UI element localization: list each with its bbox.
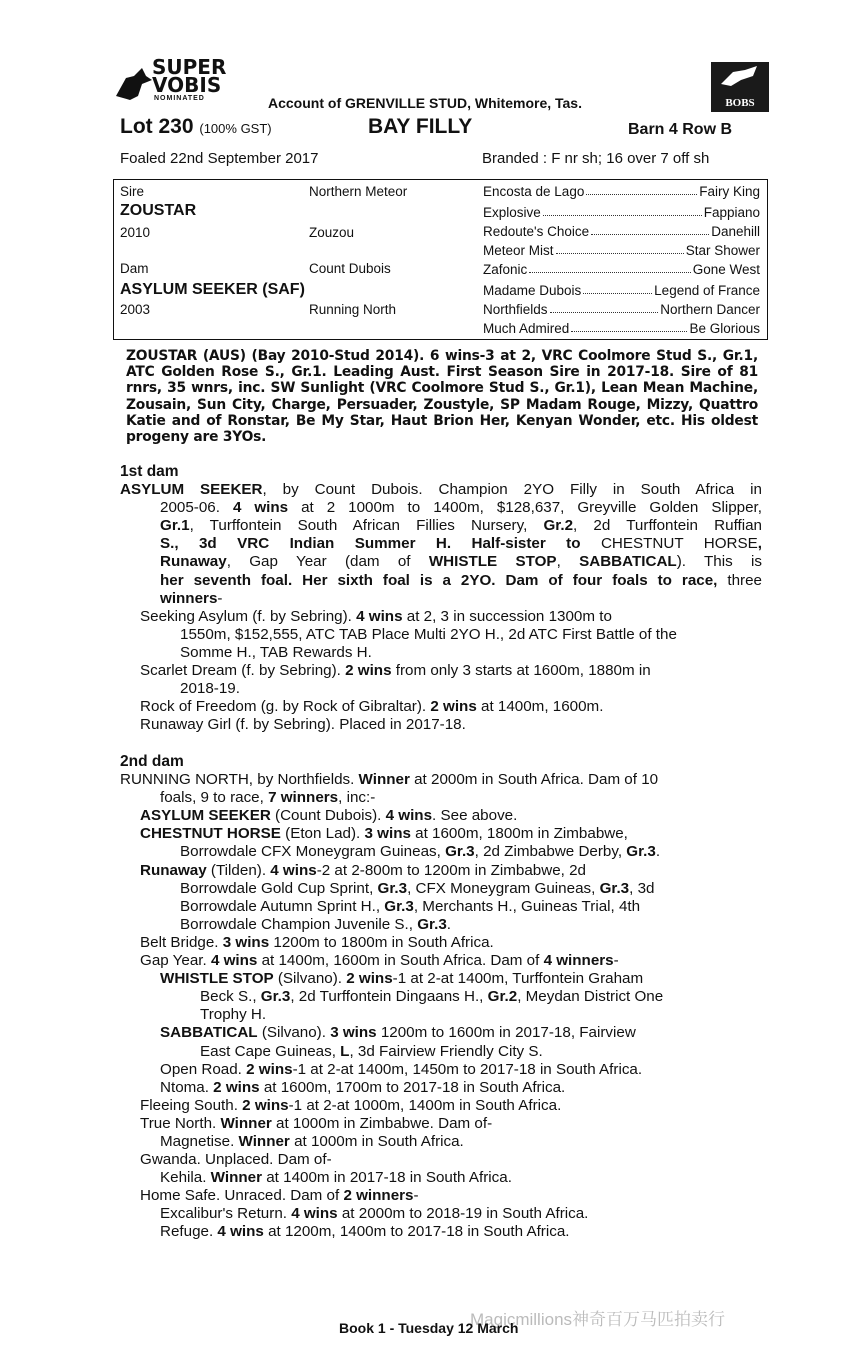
- text-line: Fleeing South. 2 wins-1 at 2-at 1000m, 1400m in South Africa.: [140, 1096, 562, 1114]
- foaled-date: Foaled 22nd September 2017: [120, 150, 319, 167]
- gg-row: [483, 184, 760, 199]
- gg-dam: Fappiano: [703, 205, 760, 220]
- dam-year: 2003: [120, 302, 151, 317]
- logo-super: SUPER: [152, 55, 227, 79]
- text-line: Gap Year. 4 wins at 1400m, 1600m in South Africa. Dam of 4 winners-: [140, 952, 619, 970]
- first-dam-progeny: [120, 608, 762, 735]
- text-line: Magnetise. Winner at 1000m in South Africa.: [160, 1132, 464, 1150]
- gg-dam: Northern Dancer: [660, 302, 760, 317]
- gg-dam: Gone West: [692, 262, 760, 277]
- progeny-line: 1550m, $152,555, ATC TAB Place Multi 2YO H., 2d ATC First Battle of the: [180, 625, 677, 643]
- text-line: Kehila. Winner at 1400m in 2017-18 in South Africa.: [160, 1169, 512, 1187]
- sire-sire: Northern Meteor: [309, 184, 408, 199]
- text-line: Gr.1, Turffontein South African Fillies Nursery, Gr.2, 2d Turffontein Ruffian: [160, 517, 763, 535]
- progeny-line: Scarlet Dream (f. by Sebring). 2 wins from only 3 starts at 1600m, 1880m in: [140, 662, 651, 680]
- first-dam-section: [120, 463, 762, 734]
- text-line: Home Safe. Unraced. Dam of 2 winners-: [140, 1187, 419, 1205]
- sire-label: Sire: [120, 184, 145, 199]
- dam-label: Dam: [120, 261, 149, 276]
- text-line: ASYLUM SEEKER, by Count Dubois. Champion 2YO Filly in South Africa in: [120, 481, 762, 499]
- text-line: East Cape Guineas, L, 3d Fairview Friendly City S.: [200, 1042, 543, 1060]
- gg-sire: Encosta de Lago: [483, 184, 585, 199]
- progeny-line: Runaway Girl (f. by Sebring). Placed in 2017-18.: [140, 716, 466, 734]
- account-line: Account of GRENVILLE STUD, Whitemore, Tas.: [268, 95, 582, 111]
- gg-dam: Fairy King: [699, 184, 760, 199]
- text-line: Belt Bridge. 3 wins 1200m to 1800m in South Africa.: [140, 933, 494, 951]
- footer-text: Book 1 - Tuesday 12 March: [339, 1320, 519, 1336]
- text-line: CHESTNUT HORSE (Eton Lad). 3 wins at 1600m, 1800m in Zimbabwe,: [140, 825, 628, 843]
- text-line: foals, 9 to race, 7 winners, inc:-: [160, 789, 376, 807]
- text-line: Excalibur's Return. 4 wins at 2000m to 2018-19 in South Africa.: [160, 1205, 589, 1223]
- brand-info: Branded : F nr sh; 16 over 7 off sh: [482, 150, 710, 167]
- sire-dam: Zouzou: [309, 225, 355, 240]
- sire-year: 2010: [120, 225, 151, 240]
- bobs-logo: [711, 62, 769, 112]
- gg-sire: Madame Dubois: [483, 283, 582, 298]
- gst-label: (100% GST): [199, 121, 272, 136]
- text-line: True North. Winner at 1000m in Zimbabwe. Dam of-: [140, 1114, 493, 1132]
- second-dam-section: [120, 753, 762, 1242]
- gg-row: [483, 205, 760, 220]
- text-line: Borrowdale Champion Juvenile S., Gr.3.: [180, 915, 452, 933]
- text-line: her seventh foal. Her sixth foal is a 2YO. Dam of four foals to race, three: [160, 571, 762, 589]
- gg-sire: Much Admired: [483, 321, 570, 336]
- progeny-line: 2018-19.: [180, 680, 240, 698]
- pedigree-table: [113, 179, 768, 340]
- gg-row: [483, 321, 760, 336]
- text-line: Runaway (Tilden). 4 wins-2 at 2-800m to 1200m in Zimbabwe, 2d: [140, 861, 586, 879]
- horse-icon: [711, 62, 769, 92]
- text-line: Beck S., Gr.3, 2d Turffontein Dingaans H., Gr.2, Meydan District One: [200, 988, 664, 1006]
- gg-row: [483, 302, 760, 317]
- second-dam-heading: 2nd dam: [120, 753, 184, 770]
- barn-location: Barn 4 Row B: [628, 121, 733, 138]
- gg-sire: Meteor Mist: [483, 243, 554, 258]
- gg-dam: Legend of France: [654, 283, 760, 298]
- text-line: Runaway, Gap Year (dam of WHISTLE STOP, SABBATICAL). This is: [160, 553, 762, 571]
- text-line: 2005-06. 4 wins at 2 1000m to 1400m, $128,637, Greyville Golden Slipper,: [160, 499, 762, 517]
- second-dam-text: [120, 771, 762, 1241]
- sire-summary: ZOUSTAR (AUS) (Bay 2010-Stud 2014). 6 wins-3 at 2, VRC Coolmore Stud S., Gr.1, ATC Golden Rose S., Gr.1. Leading Aust. First Season Sire in 2017-18. Sire of 81 rnrs, 35 wnrs, inc. SW Sunlight (VRC Coolmore Stud S., Gr.1), Lean Mean Machine, Zousain, Sun City, Charge, Persuader, Zoustyle, SP Madam Rouge, Mizzy, Quattro Katie and of Ronstar, Be My Star, Haut Brion Her, Kenyan Wonder, etc. His oldest progeny are 3YOs.: [126, 348, 758, 446]
- dam-sire: Count Dubois: [309, 261, 391, 276]
- gg-dam: Be Glorious: [689, 321, 760, 336]
- text-line: Borrowdale Autumn Sprint H., Gr.3, Merchants H., Guineas Trial, 4th: [180, 897, 641, 915]
- first-dam-text: [120, 481, 762, 608]
- logo-vobis: VOBIS: [152, 73, 222, 97]
- text-line: Gwanda. Unplaced. Dam of-: [140, 1151, 332, 1169]
- text-line: Borrowdale CFX Moneygram Guineas, Gr.3, 2d Zimbabwe Derby, Gr.3.: [180, 843, 661, 861]
- text-line: Open Road. 2 wins-1 at 2-at 1400m, 1450m to 2017-18 in South Africa.: [160, 1060, 643, 1078]
- text-line: Ntoma. 2 wins at 1600m, 1700m to 2017-18 in South Africa.: [160, 1078, 566, 1096]
- horse-title: BAY FILLY: [368, 115, 473, 138]
- sire-name: ZOUSTAR: [120, 202, 197, 219]
- logo-nominated: NOMINATED: [154, 95, 205, 102]
- text-line: Trophy H.: [200, 1006, 267, 1024]
- text-line: ASYLUM SEEKER (Count Dubois). 4 wins. See above.: [140, 807, 518, 825]
- gg-sire: Explosive: [483, 205, 541, 220]
- progeny-line: Rock of Freedom (g. by Rock of Gibraltar). 2 wins at 1400m, 1600m.: [140, 698, 604, 716]
- gg-sire: Redoute's Choice: [483, 224, 590, 239]
- lot-label: Lot 230: [120, 115, 194, 138]
- text-line: Refuge. 4 wins at 1200m, 1400m to 2017-18 in South Africa.: [160, 1223, 570, 1241]
- text-line: WHISTLE STOP (Silvano). 2 wins-1 at 2-at 1400m, Turffontein Graham: [160, 970, 644, 988]
- gg-row: [483, 243, 760, 258]
- text-line: winners-: [160, 589, 223, 607]
- text-line: S., 3d VRC Indian Summer H. Half-sister to CHESTNUT HORSE,: [160, 535, 763, 553]
- gg-row: [483, 262, 760, 277]
- dam-name: ASYLUM SEEKER (SAF): [120, 281, 305, 298]
- progeny-line: Somme H., TAB Rewards H.: [180, 643, 372, 661]
- gg-row: [483, 224, 760, 239]
- gg-row: [483, 283, 760, 298]
- progeny-line: Seeking Asylum (f. by Sebring). 4 wins at 2, 3 in succession 1300m to: [140, 607, 612, 625]
- supervobis-logo: [112, 55, 242, 108]
- gg-sire: Zafonic: [483, 262, 528, 277]
- lot-number: [120, 115, 272, 139]
- gg-dam: Danehill: [711, 224, 760, 239]
- gg-dam: Star Shower: [685, 243, 760, 258]
- logo-bobs-text: BOBS: [725, 97, 755, 109]
- text-line: Borrowdale Gold Cup Sprint, Gr.3, CFX Moneygram Guineas, Gr.3, 3d: [180, 879, 655, 897]
- dam-dam: Running North: [309, 302, 397, 317]
- first-dam-heading: 1st dam: [120, 463, 179, 480]
- gg-sire: Northfields: [483, 302, 548, 317]
- watermark: Magicmillions神奇百万马匹拍卖行: [470, 1310, 726, 1329]
- horse-logo-icon: [112, 66, 156, 106]
- text-line: RUNNING NORTH, by Northfields. Winner at 2000m in South Africa. Dam of 10: [120, 771, 659, 789]
- text-line: SABBATICAL (Silvano). 3 wins 1200m to 1600m in 2017-18, Fairview: [160, 1024, 636, 1042]
